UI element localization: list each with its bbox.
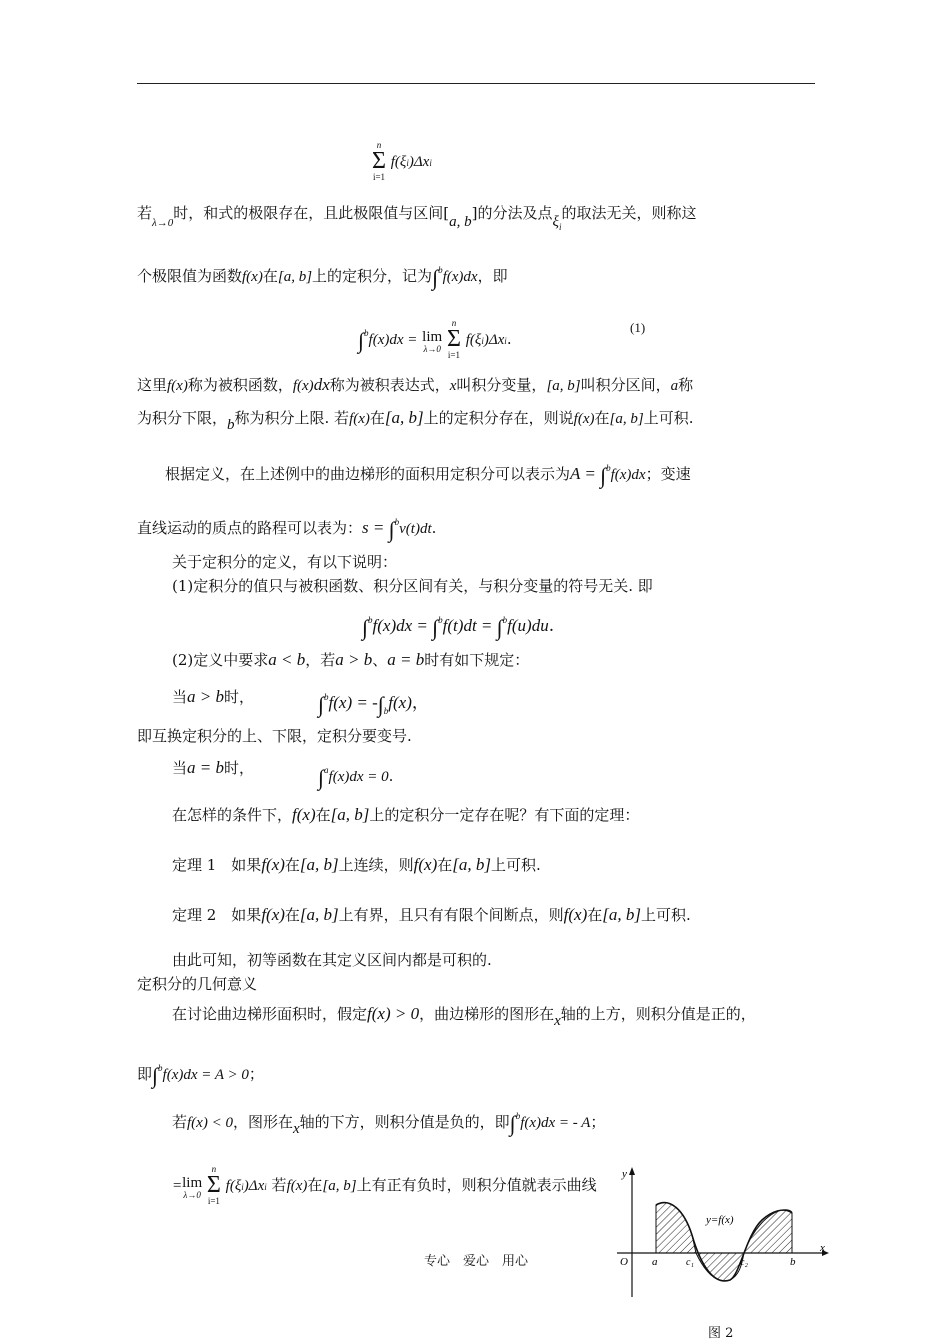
paragraph-8: (1)定积分的值只与被积函数、积分区间有关，与积分变量的符号无关. 即	[172, 577, 653, 595]
equation-1: ∫$^b$f(x)dx = lim λ→0 n Σ i=1 f(ξi)Δxi.	[358, 318, 512, 360]
svg-text:O: O	[620, 1256, 628, 1268]
paragraph-5: 根据定义，在上述例中的曲边梯形的面积用定积分可以表示为A = ∫$^b$f(x)dx；变速	[165, 463, 691, 488]
paragraph-6: 直线运动的质点的路程可以表为：s = ∫$^b$v(t)dt.	[137, 517, 437, 542]
svg-text:c₂: c₂	[740, 1257, 748, 1268]
equation-number: (1)	[630, 320, 646, 335]
paragraph-18: = lim λ→0 n Σ i=1 f(ξi)Δxi 若f(x)在[a, b]上有正有负时，则积分值就表示曲线	[172, 1164, 597, 1206]
rule-equal-formula: ∫$^a$f(x)dx = 0.	[318, 765, 394, 790]
svg-text:b: b	[790, 1256, 796, 1268]
svg-text:x: x	[820, 1242, 825, 1254]
paragraph-16: 即∫$^b$f(x)dx = A > 0；	[137, 1063, 264, 1088]
formula-sum: n Σ i=1 f(ξi)Δxi	[372, 140, 432, 182]
paragraph-4: 为积分下限，b称为积分上限. 若f(x)在[a, b]上的定积分存在，则说f(x)在[a, b]上可积.	[137, 408, 694, 433]
paragraph-3: 这里f(x)称为被积函数，f(x)dx称为被积表达式，x叫积分变量，[a, b]叫积分区间，a称	[137, 375, 694, 394]
svg-text:c₁: c₁	[686, 1257, 694, 1268]
paragraph-13: 在怎样的条件下，f(x)在[a, b]上的定积分一定存在呢？有下面的定理：	[172, 805, 640, 824]
integral-graph	[612, 1165, 832, 1300]
paragraph-9: (2)定义中要求a < b，若a > b、a = b时有如下规定：	[172, 650, 530, 669]
svg-text:y: y	[622, 1168, 627, 1180]
paragraph-17: 若f(x) < 0，图形在x轴的下方，则积分值是负的，即∫$^b$f(x)dx = - A；	[172, 1111, 606, 1137]
figure-caption: 图 2	[708, 1326, 734, 1341]
paragraph-14: 由此可知，初等函数在其定义区间内都是可积的.	[172, 951, 492, 969]
paragraph-12: 当a = b时，	[172, 758, 255, 777]
theorem-1: 定理 1 如果f(x)在[a, b]上连续，则f(x)在[a, b]上可积.	[172, 855, 541, 874]
section-heading: 定积分的几何意义	[137, 975, 258, 993]
paragraph-1: 若$_{\lambda\to 0}$时，和式的极限存在，且此极限值与区间[a, b]的分法及点$\xi_i$的取法无关，则称这	[137, 204, 697, 232]
paragraph-10: 当a > b时，	[172, 687, 255, 706]
paragraph-11: 即互换定积分的上、下限，定积分要变号.	[137, 727, 412, 745]
page-footer: 专心 爱心 用心	[424, 1254, 529, 1269]
rule-swap-formula: $\int^bf(x) = -\int_bf(x)$，	[318, 692, 429, 717]
equation-2: ∫$^b$f(x)dx = ∫$^b$f(t)dt = ∫$^b$f(u)du.	[362, 615, 555, 640]
theorem-2: 定理 2 如果f(x)在[a, b]上有界，且只有有限个间断点，则f(x)在[a, b]上可积.	[172, 905, 691, 924]
svg-text:a: a	[652, 1256, 658, 1268]
header-rule	[137, 83, 815, 84]
paragraph-15: 在讨论曲边梯形面积时，假定f(x) > 0，曲边梯形的图形在x轴的上方，则积分值是正的，	[172, 1004, 756, 1029]
figure-integral-graph	[612, 1165, 832, 1304]
paragraph-7: 关于定积分的定义，有以下说明：	[172, 553, 398, 571]
paragraph-2: 个极限值为函数f(x)在[a, b]上的定积分，记为∫$^b$f(x)dx，即	[137, 265, 508, 290]
svg-text:y=f(x): y=f(x)	[706, 1214, 734, 1226]
